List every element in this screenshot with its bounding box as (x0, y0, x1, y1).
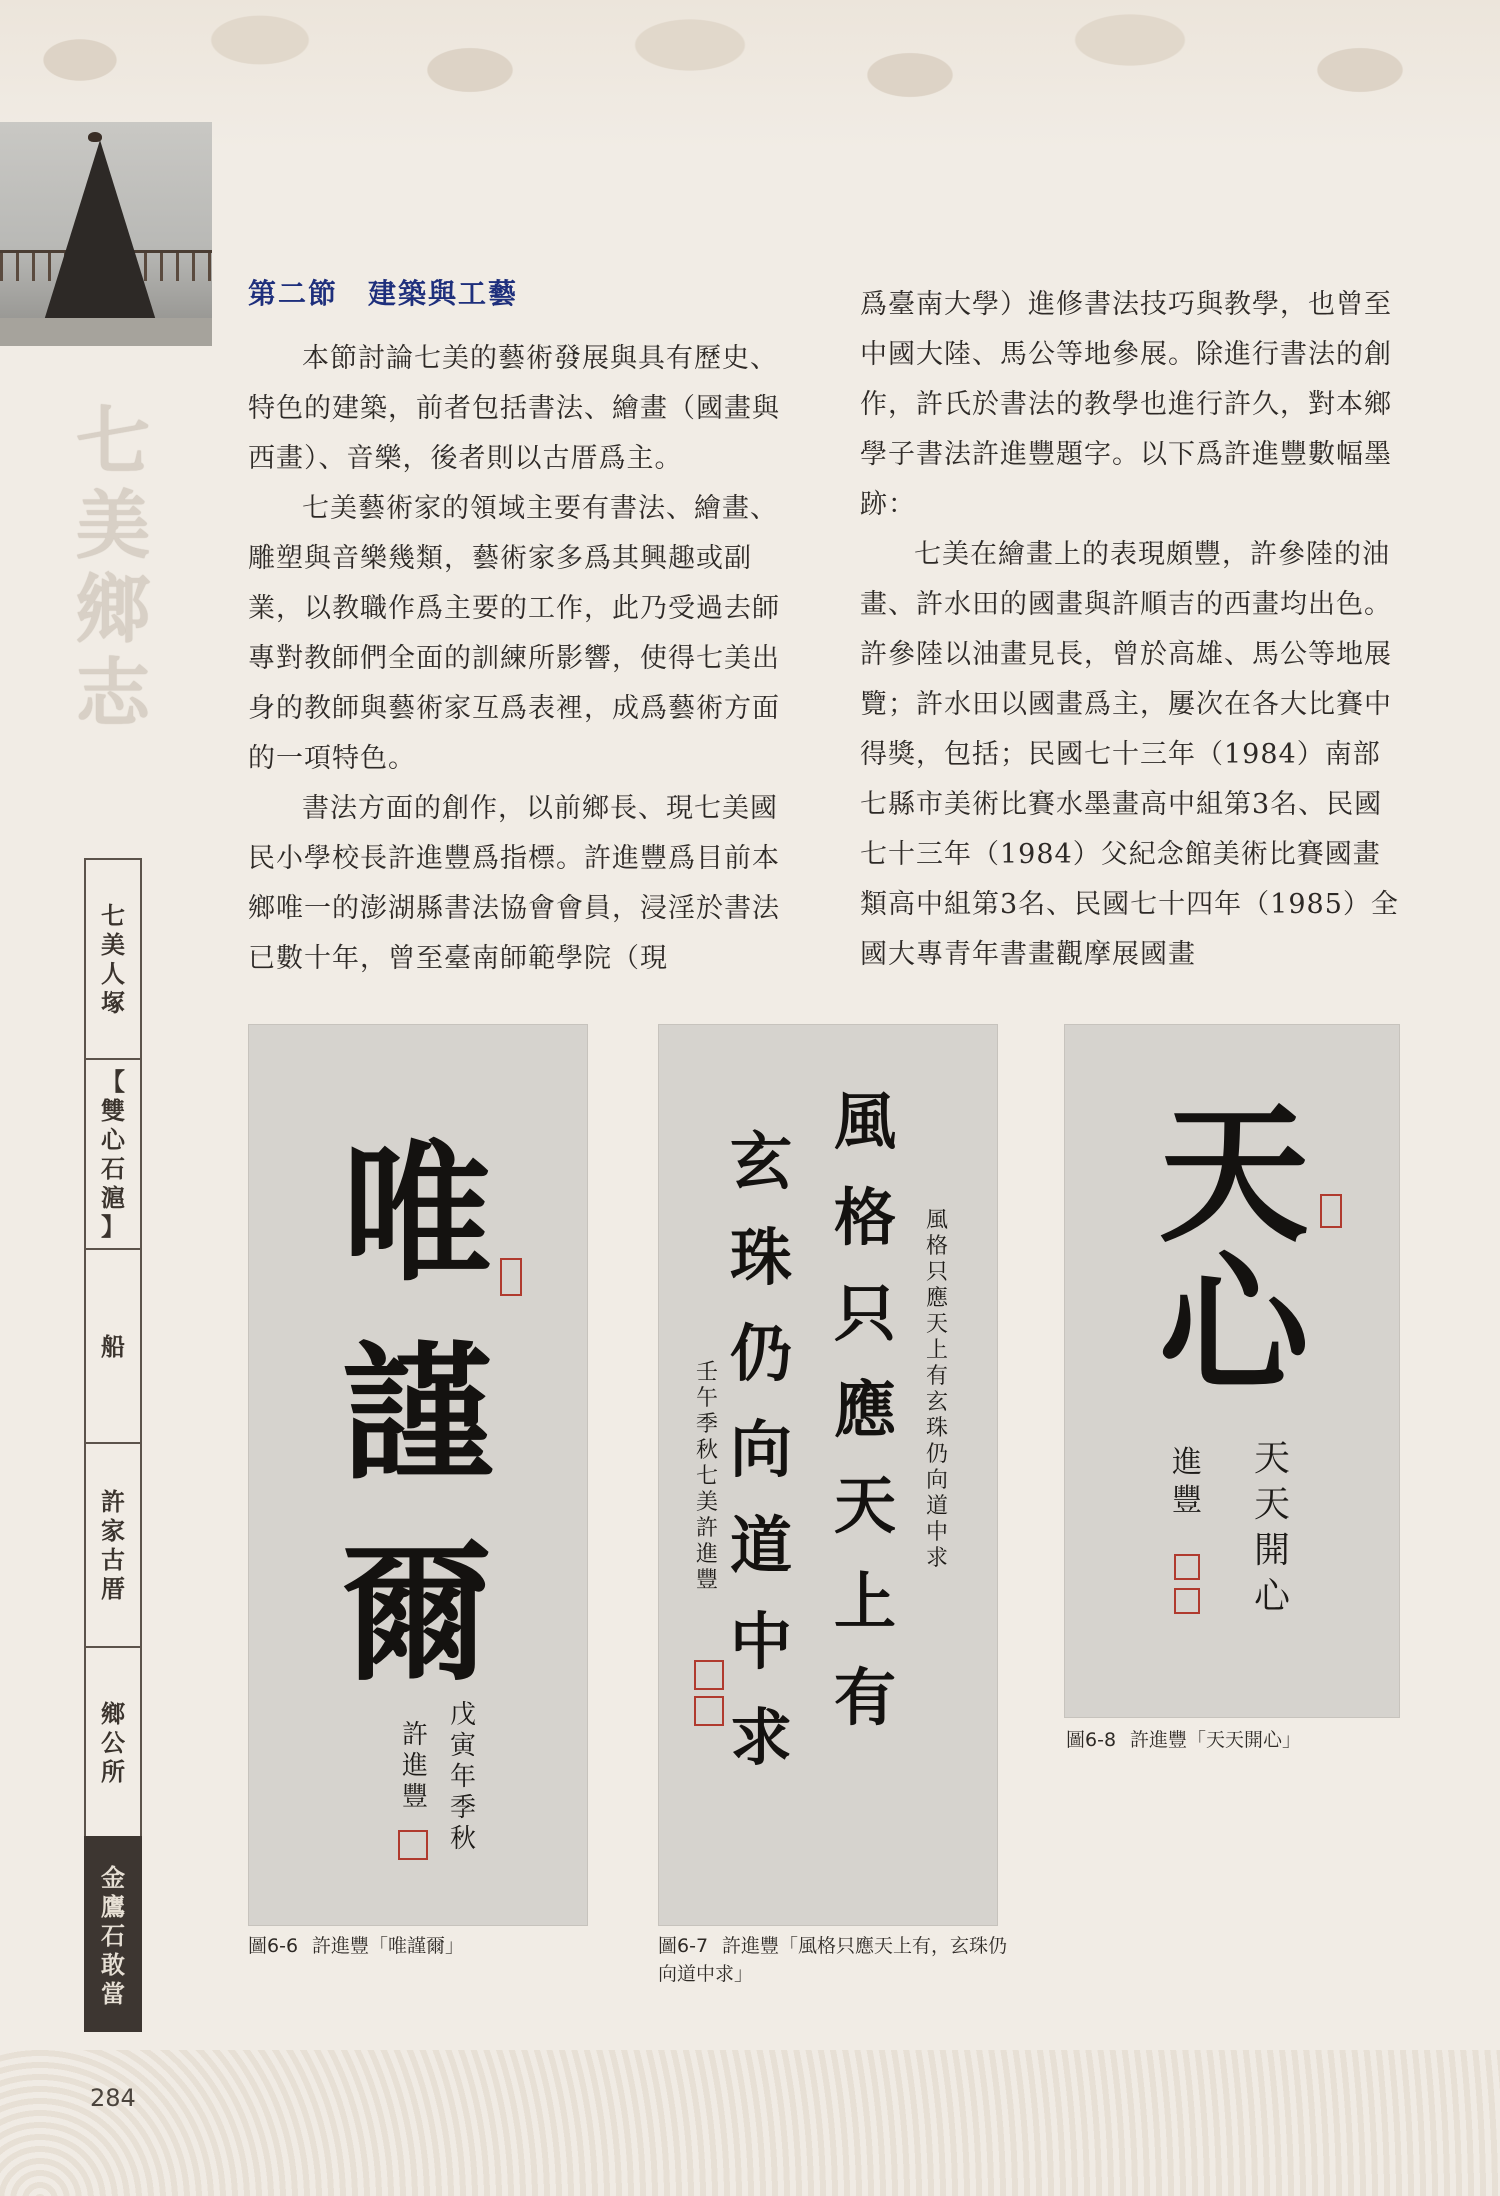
figure-caption-6-8 (1066, 1726, 1402, 1754)
section-heading: 第二節 建築與工藝 (248, 277, 519, 310)
calligraphy-char: 天 (1158, 1087, 1309, 1263)
paragraph: 書法方面的創作，以前鄉長、現七美國民小學校長許進豐爲指標。許進豐爲目前本鄉唯一的澎湖縣書法協會會員，浸淫於書法已數十年，曾至臺南師範學院（現 (248, 793, 780, 974)
figure-caption-text: 許進豐「唯謹爾」 (312, 1935, 465, 1957)
photo-ground (0, 318, 212, 346)
calligraphy-char: 唯 (341, 1126, 492, 1302)
text-column-left (248, 334, 788, 984)
calligraphy-inscription-artist: 進豐 (1172, 1445, 1202, 1518)
figure-number: 圖6-6 (248, 1935, 299, 1957)
side-tab-township-office[interactable] (84, 1646, 142, 1836)
tab-char: 所 (101, 1756, 125, 1786)
calligraphy-main-column: 風格只應天上有 (833, 1085, 896, 1734)
artist-seal (694, 1696, 724, 1726)
calligraphy-inscription-artist: 許進豐 (401, 1720, 428, 1812)
photo-stone-cone (38, 140, 162, 340)
figure-caption-6-6 (248, 1932, 588, 1960)
side-tab-twin-hearts[interactable] (84, 1058, 142, 1248)
tab-char: 家 (101, 1516, 125, 1545)
book-title-char: 七 (76, 399, 150, 485)
calligraphy-char: 謹 (341, 1326, 492, 1502)
artist-seal (1174, 1588, 1200, 1614)
side-tab-eagle-stone-active[interactable] (84, 1836, 142, 2032)
calligraphy-inscription-title: 天天開心 (1253, 1438, 1290, 1617)
tab-char: 石 (101, 1920, 125, 1950)
tab-char: 船 (101, 1331, 125, 1361)
paragraph: 七美藝術家的領域主要有書法、繪畫、雕塑與音樂幾類，藝術家多爲其興趣或副業，以教職作爲主要的工作，此乃受過去師專對教師們全面的訓練所影響，使得七美出身的教師與藝術家互爲表裡，成爲藝術方面的一項特色。 (248, 493, 780, 774)
figure-caption-text: 許進豐「風格只應天上有，玄珠仍向道中求」 (658, 1935, 1008, 1985)
calligraphy-scroll-fig6-6 (248, 1024, 588, 1926)
book-title-char: 志 (76, 651, 150, 737)
tab-char: 許 (101, 1487, 125, 1516)
calligraphy-scroll-fig6-8 (1064, 1024, 1400, 1718)
book-title-char: 美 (76, 483, 150, 569)
figure-caption-6-7 (658, 1932, 1018, 1988)
tab-char: 塚 (101, 988, 125, 1017)
artist-seal (694, 1660, 724, 1690)
calligraphy-inscription-verse: 風格只應天上有玄珠仍向道中求 (925, 1208, 948, 1571)
calligraphy-char: 爾 (341, 1526, 492, 1702)
calligraphy-scroll-fig6-7 (658, 1024, 998, 1926)
tab-char: 雙 (101, 1096, 125, 1125)
tab-char: 敢 (101, 1949, 125, 1979)
book-title-vertical (58, 400, 168, 736)
artist-seal (1174, 1554, 1200, 1580)
tab-char: 【 (101, 1067, 125, 1096)
calligraphy-inscription-date: 戊寅年季秋 (449, 1700, 476, 1854)
tab-char: 】 (101, 1212, 125, 1241)
side-tab-hsu-house[interactable] (84, 1442, 142, 1646)
tab-char: 石 (101, 1154, 125, 1183)
corner-photo-stone-tower (0, 122, 212, 346)
tab-char: 金 (101, 1862, 125, 1892)
tab-char: 滬 (101, 1183, 125, 1212)
side-tab-boat[interactable] (84, 1248, 142, 1442)
wave-pattern-footer (0, 2050, 1500, 2196)
side-tab-qimei-tomb[interactable] (84, 858, 142, 1058)
text-column-right (860, 280, 1400, 980)
calligraphy-inscription-signature: 壬午季秋七美許進豐 (695, 1360, 718, 1593)
calligraphy-main-text (332, 1114, 502, 1714)
paragraph: 七美在繪畫上的表現頗豐，許參陸的油畫、許水田的國畫與許順吉的西畫均出色。許參陸以油畫見長，曾於高雄、馬公等地展覽；許水田以國畫爲主，屢次在各大比賽中得獎，包括；民國七十三年（1984）南部七縣市美術比賽水墨畫高中組第3名、民國七十三年（1984）父紀念館美術比賽國畫類高中組第3名、民國七十四年（1985）全國大專青年書畫觀摩展國畫 (860, 539, 1399, 970)
artist-seal (1320, 1194, 1342, 1228)
calligraphy-main-text (1104, 1087, 1364, 1413)
calligraphy-main-column: 玄珠仍向道中求 (729, 1125, 792, 1774)
figure-number: 圖6-8 (1066, 1729, 1117, 1751)
tab-char: 古 (101, 1545, 125, 1574)
page-number: 284 (90, 2084, 136, 2112)
paragraph: 本節討論七美的藝術發展與具有歷史、特色的建築，前者包括書法、繪畫（國畫與西畫）、音樂，後者則以古厝爲主。 (248, 343, 780, 474)
tab-char: 鄉 (101, 1698, 125, 1728)
tab-char: 七 (101, 901, 125, 930)
figure-number: 圖6-7 (658, 1935, 709, 1957)
tab-char: 心 (101, 1125, 125, 1154)
photo-bird (88, 132, 102, 142)
calligraphy-char: 心 (1158, 1237, 1309, 1413)
tab-char: 人 (101, 959, 125, 988)
tab-char: 厝 (101, 1574, 125, 1603)
figure-caption-text: 許進豐「天天開心」 (1130, 1729, 1302, 1751)
artist-seal (500, 1258, 522, 1296)
tab-char: 鷹 (101, 1891, 125, 1921)
tab-char: 當 (101, 1978, 125, 2008)
book-title-char: 鄉 (76, 567, 150, 653)
paragraph: 爲臺南大學）進修書法技巧與教學，也曾至中國大陸、馬公等地參展。除進行書法的創作，許氏於書法的教學也進行許久，對本鄉學子書法許進豐題字。以下爲許進豐數幅墨跡： (860, 289, 1392, 520)
chapter-side-tabs (84, 858, 146, 2032)
tab-char: 美 (101, 930, 125, 959)
tab-char: 公 (101, 1727, 125, 1757)
cloud-pattern-header (0, 0, 1500, 150)
artist-seal (398, 1830, 428, 1860)
